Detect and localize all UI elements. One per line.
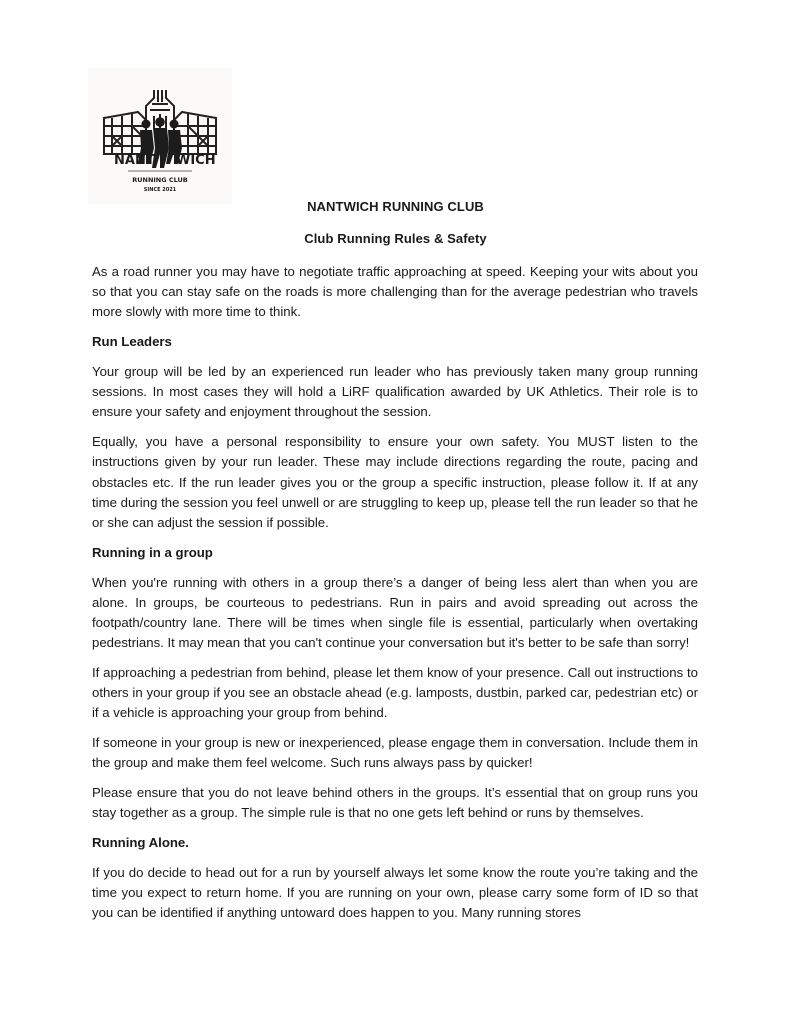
paragraph: Your group will be led by an experienced run leader who has previously taken many group running sessions. In most cases they will hold a LiRF qualification awarded by UK Athletics. Their role is to ensure your safety and enjoyment throughout the session. <box>92 364 698 420</box>
paragraph: If someone in your group is new or inexperienced, please engage them in conversation. Include them in the group and make them feel welcome. Such runs always pass by quicker! <box>92 735 698 771</box>
logo-name-right: WICH <box>176 153 216 168</box>
logo-name-left: NANT <box>114 153 155 168</box>
paragraph: Equally, you have a personal responsibility to ensure your own safety. You MUST listen to the instructions given by your run leader. These may include directions regarding the route, pacing and obstacles etc. If the run leader gives you or the group a specific instruction, please follow it. If at any time during the session you feel unwell or are struggling to keep up, please tell the run leader so that he or she can adjust the session if possible. <box>92 434 698 531</box>
paragraph: When you're running with others in a group there’s a danger of being less alert than when you are alone. In groups, be courteous to pedestrians. Run in pairs and avoid spreading out across the footpath/country lane. There will be times when single file is essential, particularly when overtaking pedestrians. It may mean that you can't continue your conversation but it's better to be safe than sorry! <box>92 574 698 651</box>
intro-paragraph: As a road runner you may have to negotiate traffic approaching at speed. Keeping your wits about you so that you can stay safe on the roads is more challenging than for the average pedestrian who travels more slowly with more time to think. <box>92 264 698 320</box>
nantwich-running-club-logo-icon <box>88 68 232 204</box>
section-heading-run-leaders: Run Leaders <box>92 334 172 350</box>
document-subtitle: Club Running Rules & Safety <box>304 231 487 246</box>
document-body <box>92 262 698 933</box>
paragraph: If you do decide to head out for a run by yourself always let some know the route you’re taking and the time you expect to return home. If you are running on your own, please carry some form of ID so that you can be identified if anything untoward does happen to you. Many running stores <box>92 865 698 921</box>
section-heading-running-in-a-group: Running in a group <box>92 544 213 560</box>
logo-since: SINCE 2021 <box>143 187 177 193</box>
section-heading-running-alone: Running Alone. <box>92 835 189 851</box>
logo-subtitle: RUNNING CLUB <box>132 176 188 184</box>
paragraph: Please ensure that you do not leave behind others in the groups. It’s essential that on group runs you stay together as a group. The simple rule is that no one gets left behind or runs by themselves. <box>92 785 698 821</box>
club-logo <box>88 68 232 204</box>
paragraph: If approaching a pedestrian from behind, please let them know of your presence. Call out instructions to others in your group if you see an obstacle ahead (e.g. lamposts, dustbin, parked car, pedestrian etc) or if a vehicle is approaching your group from behind. <box>92 665 698 721</box>
club-title: NANTWICH RUNNING CLUB <box>307 199 484 214</box>
